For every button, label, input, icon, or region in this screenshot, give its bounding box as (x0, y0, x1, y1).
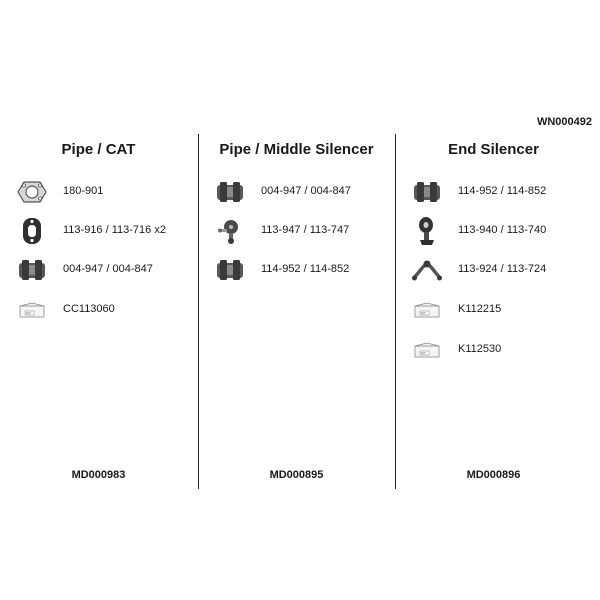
list-item (395, 336, 592, 364)
list-item (0, 256, 197, 284)
column-title: End Silencer (448, 141, 539, 158)
column-title: Pipe / Middle Silencer (219, 141, 374, 158)
kit-box-icon (411, 296, 443, 324)
list-item (395, 296, 592, 324)
list-item (198, 217, 395, 245)
reference-number: WN000492 (536, 116, 592, 128)
part-code: K112530 (458, 343, 502, 355)
part-code: K112215 (458, 303, 502, 315)
rubber-ring-hanger-icon (16, 217, 48, 245)
rubber-mount-icon (214, 217, 246, 245)
list-item (198, 256, 395, 284)
list-item (395, 256, 592, 284)
svg-text:KIT: KIT (421, 351, 426, 356)
part-code: 113-940 / 113-740 (458, 224, 547, 236)
list-item (395, 217, 592, 245)
column-pipe-cat (0, 134, 197, 489)
part-code: 004-947 / 004-847 (63, 263, 153, 275)
clamp-icon (16, 256, 48, 284)
column-footer: MD000895 (269, 469, 324, 481)
column-footer: MD000983 (71, 469, 126, 481)
list-item (395, 178, 592, 206)
list-item (0, 296, 197, 324)
list-item (0, 217, 197, 245)
column-pipe-middle-silencer (198, 134, 395, 489)
part-code: 114-952 / 114-852 (458, 185, 547, 197)
part-code: 180-901 (63, 185, 104, 197)
y-hanger-icon (411, 256, 443, 284)
list-item (0, 178, 197, 206)
column-footer: MD000896 (466, 469, 521, 481)
part-code: 113-916 / 113-716 x2 (63, 224, 166, 236)
svg-text:KIT: KIT (26, 311, 31, 316)
list-item (198, 178, 395, 206)
clamp-icon (214, 178, 246, 206)
part-code: CC113060 (63, 303, 115, 315)
part-code: 004-947 / 004-847 (261, 185, 351, 197)
part-code: 113-924 / 113-724 (458, 263, 547, 275)
part-code: 114-952 / 114-852 (261, 263, 350, 275)
column-title: Pipe / CAT (61, 141, 136, 158)
gasket-icon (16, 178, 48, 206)
rubber-mount-hanger-icon (411, 217, 443, 245)
kit-box-icon (411, 336, 443, 364)
clamp-icon (214, 256, 246, 284)
svg-text:KIT: KIT (421, 311, 426, 316)
kit-box-icon (16, 296, 48, 324)
part-code: 113-947 / 113-747 (261, 224, 350, 236)
clamp-icon (411, 178, 443, 206)
column-end-silencer (395, 134, 592, 489)
